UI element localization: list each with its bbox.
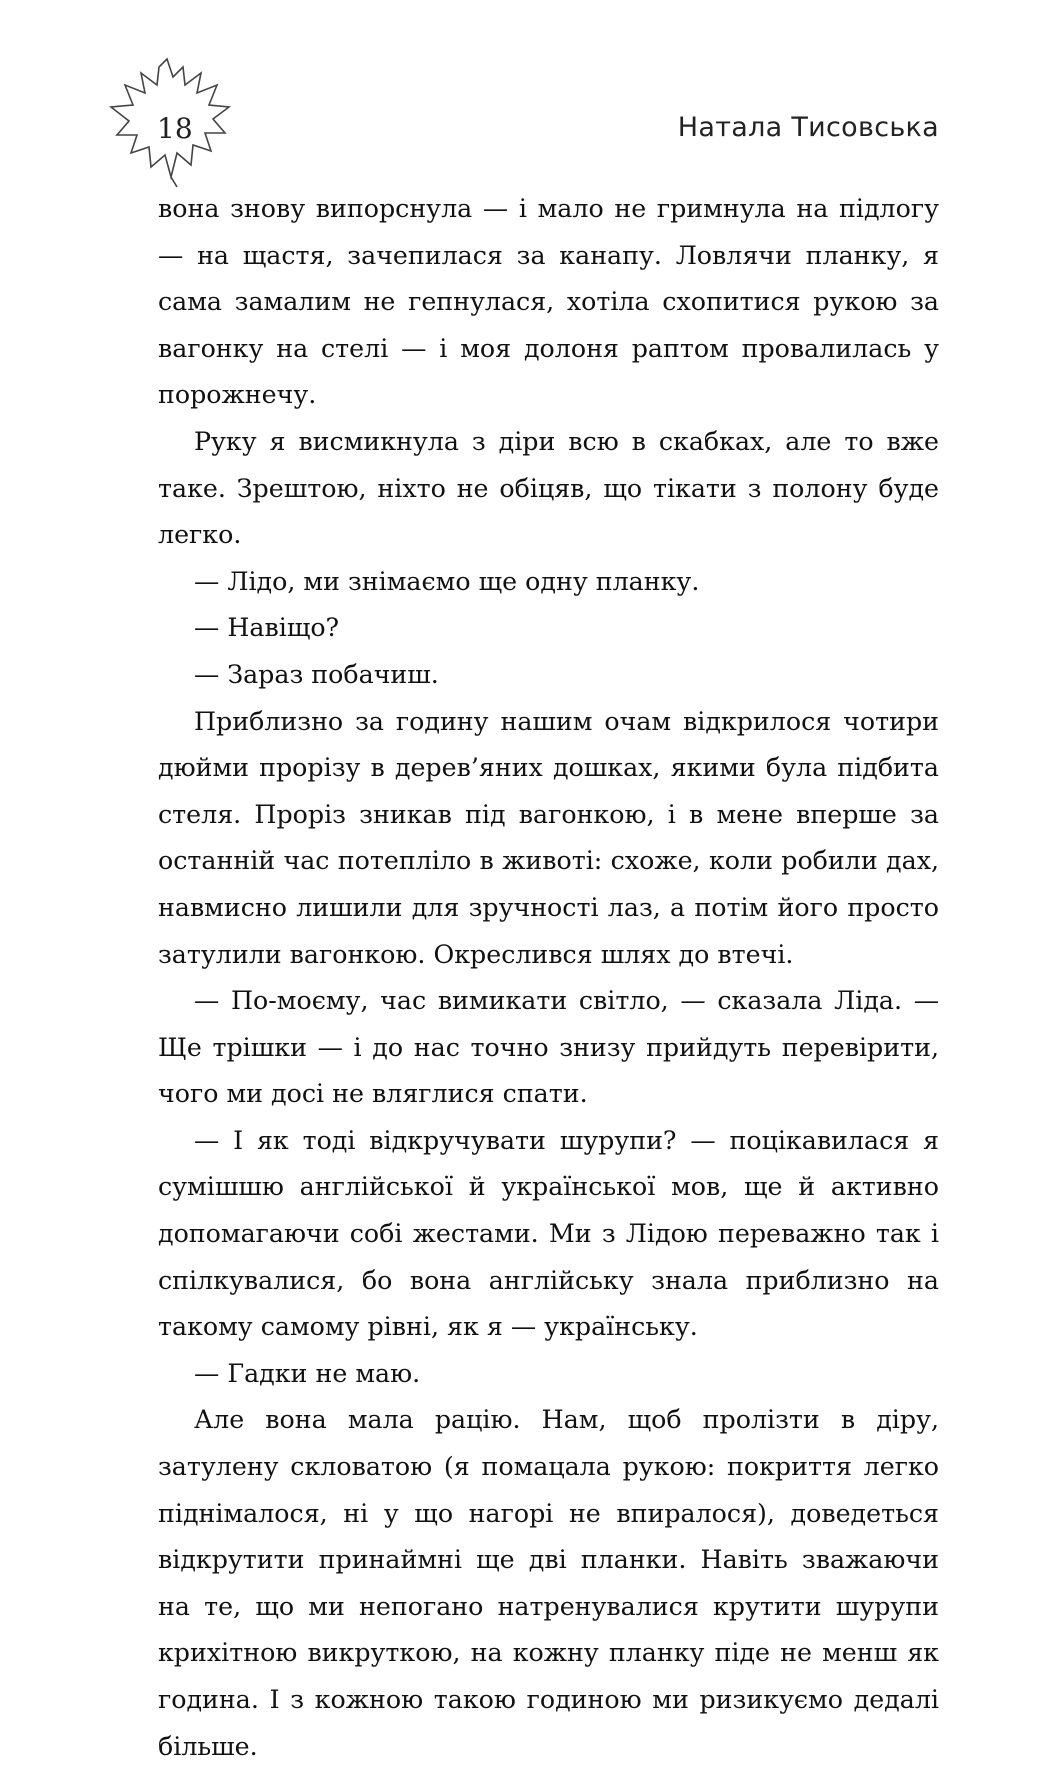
- dialogue-line: — По-моєму, час вимикати світло, — сказала Ліда. — Ще трішки — і до нас точно знизу прийдуть перевірити, чого ми досі не вляглися спати.: [158, 986, 939, 1109]
- paragraph: вона знову випорснула — і мало не гримнула на підлогу — на щастя, зачепилася за канапу. Ловлячи планку, я сама замалим не гепнулася, хотіла схопитися рукою за вагонку на стелі — і моя долоня раптом провалилась у порожнечу.: [158, 194, 939, 410]
- paragraph: Але вона мала рацію. Нам, щоб пролізти в діру, затулену скловатою (я помацала рукою: покриття легко піднімалося, ні у що нагорі не впиралося), доведеться відкрутити принаймні ще дві планки. Навіть зважаючи на те, що ми непогано натренувалися крутити шурупи крихітною викруткою, на кожну планку піде не менш як година. І з кожною такою годиною ми ризикуємо дедалі більше.: [158, 1405, 939, 1761]
- dialogue-line: — Гадки не маю.: [194, 1358, 421, 1388]
- paragraph: Руку я висмикнула з діри всю в скабках, але то вже таке. Зрештою, ніхто не обіцяв, що тікати з полону буде легко.: [158, 426, 939, 550]
- dialogue-line: — Навіщо?: [194, 613, 340, 643]
- paragraph: Приблизно за годину нашим очам відкрилося чотири дюйми прорізу в дерев’яних дошках, якими була підбита стеля. Проріз зникав під вагонкою, і в мене вперше за останній час потепліло в животі: схоже, коли робили дах, навмисно лишили для зручності лаз, а потім його просто затулили вагонкою. Окреслився шлях до втечі.: [158, 706, 939, 969]
- page-number: 18: [157, 112, 193, 145]
- dialogue-line: — Зараз побачиш.: [194, 659, 439, 689]
- running-head-author: Натала Тисовська: [677, 112, 939, 143]
- dialogue-line: — Лідо, ми знімаємо ще одну планку.: [194, 566, 700, 596]
- dialogue-line: — І як тоді відкручувати шурупи? — поцікавилася я сумішшю англійської й української мов, ще й активно допомагаючи собі жестами. Ми з Лідою переважно так і спілкувалися, бо вона англійську знала приблизно на такому самому рівні, як я — українську.: [158, 1125, 939, 1342]
- body-text: [158, 186, 939, 1770]
